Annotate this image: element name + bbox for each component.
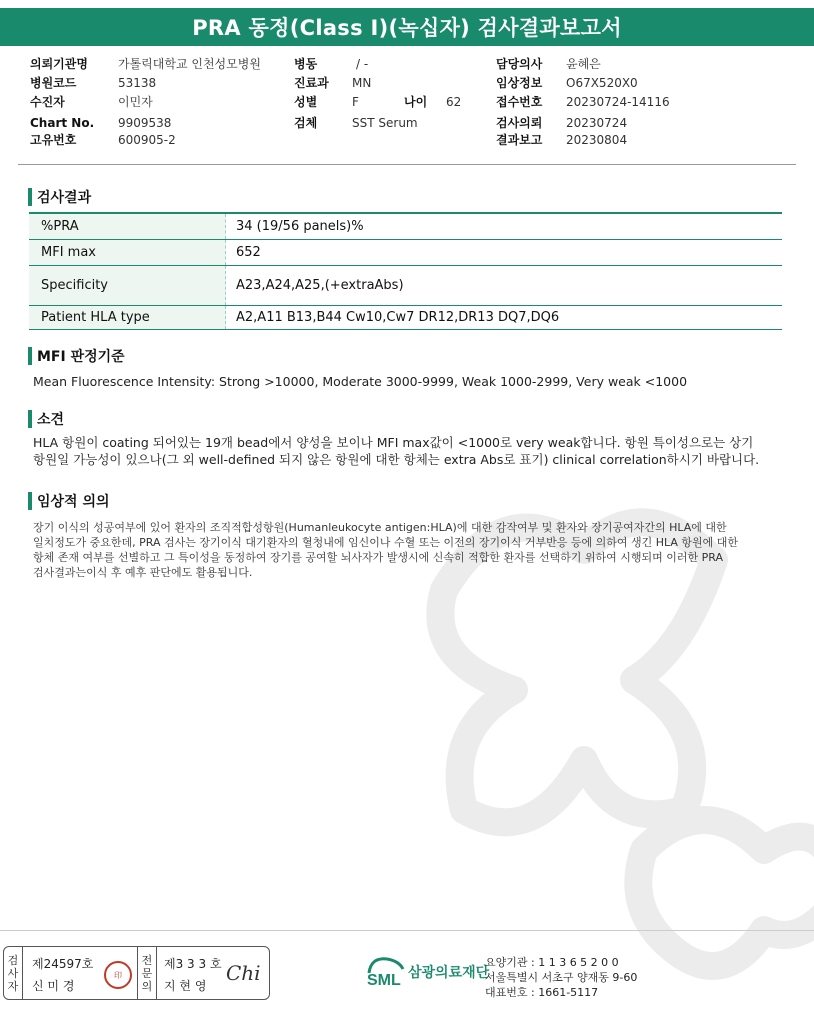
- institution-number: 요양기관 : 1 1 3 6 5 2 0 0: [485, 956, 619, 969]
- clinical-line-2: 일치정도가 중요한데, PRA 검사는 장기이식 대기환자의 혈청내에 임신이나 수혈 또는 이전의 장기이식 거부반응 등에 의하여 생긴 HLA 항원에 대한: [33, 536, 739, 549]
- chart-label: Chart No.: [30, 116, 95, 130]
- chart-value: 9909538: [118, 116, 172, 130]
- report-value: 20230804: [566, 133, 628, 147]
- clinical-line-1: 장기 이식의 성공여부에 있어 환자의 조직적합성항원(Humanleukocyte antigen:HLA)에 대한 감작여부 및 환자와 장기공여자간의 HLA에 대한: [33, 521, 727, 534]
- clinical-value: O67X520X0: [566, 76, 638, 90]
- specialist-name: 지 현 영: [164, 979, 207, 993]
- opinion-line-2: 항원일 가능성이 있으나(그 외 well-defined 되지 않은 항원에 대한 항체는 extra Abs로 표기) clinical correlation하시기 바랍니다.: [33, 452, 760, 467]
- specimen-value: SST Serum: [352, 116, 418, 130]
- patient-value: 이민자: [118, 95, 153, 109]
- sex-value: F: [352, 95, 359, 109]
- mfi-heading: [28, 347, 125, 365]
- doctor-value: 윤혜은: [566, 57, 601, 71]
- age-label: 나이: [404, 95, 428, 109]
- unique-value: 600905-2: [118, 133, 176, 147]
- cross-watermark: [384, 430, 814, 990]
- org-name: 삼광의료재단: [408, 965, 490, 981]
- report-title-bar: [0, 8, 814, 46]
- specimen-label: 검체: [294, 116, 318, 130]
- sml-logo: [365, 955, 489, 989]
- opinion-heading: [28, 410, 64, 428]
- section-marker: [28, 410, 32, 428]
- unique-label: 고유번호: [30, 133, 77, 147]
- clinical-title: 임상적 의의: [37, 494, 110, 510]
- specialist-label: 전 문 의: [137, 947, 157, 999]
- doctor-label: 담당의사: [496, 57, 543, 71]
- clinical-label: 임상정보: [496, 76, 543, 90]
- ward-value: / -: [356, 57, 369, 71]
- results-title: 검사결과: [37, 190, 92, 206]
- code-value: 53138: [118, 76, 157, 90]
- section-marker: [28, 188, 32, 206]
- org-phone: 대표번호 : 1661-5117: [485, 986, 599, 999]
- signature-box: [3, 946, 270, 1000]
- clinical-line-4: 검사결과는이식 후 예후 판단에도 활용됩니다.: [33, 566, 253, 579]
- table-row: [29, 305, 782, 329]
- org-address: 서울특별시 서초구 양재동 9-60: [485, 971, 638, 984]
- table-row: [29, 239, 782, 265]
- report-title: PRA 동정(Class I)(녹십자) 검사결과보고서: [192, 16, 622, 40]
- divider: [18, 164, 796, 165]
- table-row: [29, 265, 782, 305]
- examiner-license: 제24597호: [32, 957, 94, 971]
- code-label: 병원코드: [30, 76, 77, 90]
- mfi-criteria-text: Mean Fluorescence Intensity: Strong >10000, Moderate 3000-9999, Weak 1000-2999, Very weak <1000: [33, 374, 688, 389]
- sex-label: 성별: [294, 95, 318, 109]
- clinical-line-3: 항체 존재 여부를 선별하고 그 특이성을 동정하여 장기를 공여할 뇌사자가 발생시에 신속히 적합한 환자를 선택하기 위하여 시행되며 이러한 PRA: [33, 551, 723, 564]
- examiner-name: 신 미 경: [32, 979, 75, 993]
- result-value: 34 (19/56 panels)%: [226, 213, 783, 239]
- section-marker: [28, 492, 32, 510]
- specialist-license: 제3 3 3 호: [164, 957, 222, 971]
- results-heading: [28, 188, 91, 206]
- report-label: 결과보고: [496, 133, 543, 147]
- hospital-value: 가톨릭대학교 인천성모병원: [118, 57, 261, 71]
- result-key: MFI max: [29, 239, 226, 265]
- result-value: 652: [226, 239, 783, 265]
- specialist-signature: Chi: [226, 961, 261, 985]
- result-key: Specificity: [29, 265, 226, 305]
- result-value: A2,A11 B13,B44 Cw10,Cw7 DR12,DR13 DQ7,DQ6: [226, 305, 783, 329]
- receipt-value: 20230724-14116: [566, 95, 670, 109]
- dept-label: 진료과: [294, 76, 329, 90]
- result-value: A23,A24,A25,(+extraAbs): [226, 265, 783, 305]
- mfi-title: MFI 판정기준: [37, 349, 125, 365]
- request-label: 검사의뢰: [496, 116, 543, 130]
- section-marker: [28, 347, 32, 365]
- result-key: Patient HLA type: [29, 305, 226, 329]
- hospital-label: 의뢰기관명: [30, 57, 88, 71]
- request-value: 20230724: [566, 116, 628, 130]
- opinion-title: 소견: [37, 412, 65, 428]
- examiner-label: 검 사 자: [4, 947, 23, 999]
- footer-divider: [0, 930, 814, 931]
- org-contact: [485, 955, 637, 1000]
- ward-label: 병동: [294, 57, 318, 71]
- patient-label: 수진자: [30, 95, 65, 109]
- clinical-heading: [28, 492, 110, 510]
- seal-icon: 印: [104, 961, 132, 989]
- table-row: [29, 213, 782, 239]
- receipt-label: 접수번호: [496, 95, 543, 109]
- results-table: [29, 212, 782, 330]
- age-value: 62: [446, 95, 462, 109]
- result-key: %PRA: [29, 213, 226, 239]
- sml-logo-icon: [365, 955, 405, 989]
- svg-text:SML: SML: [367, 972, 401, 989]
- opinion-line-1: HLA 항원이 coating 되어있는 19개 bead에서 양성을 보이나 MFI max값이 <1000로 very weak합니다. 항원 특이성으로는 상기: [33, 435, 754, 450]
- dept-value: MN: [352, 76, 372, 90]
